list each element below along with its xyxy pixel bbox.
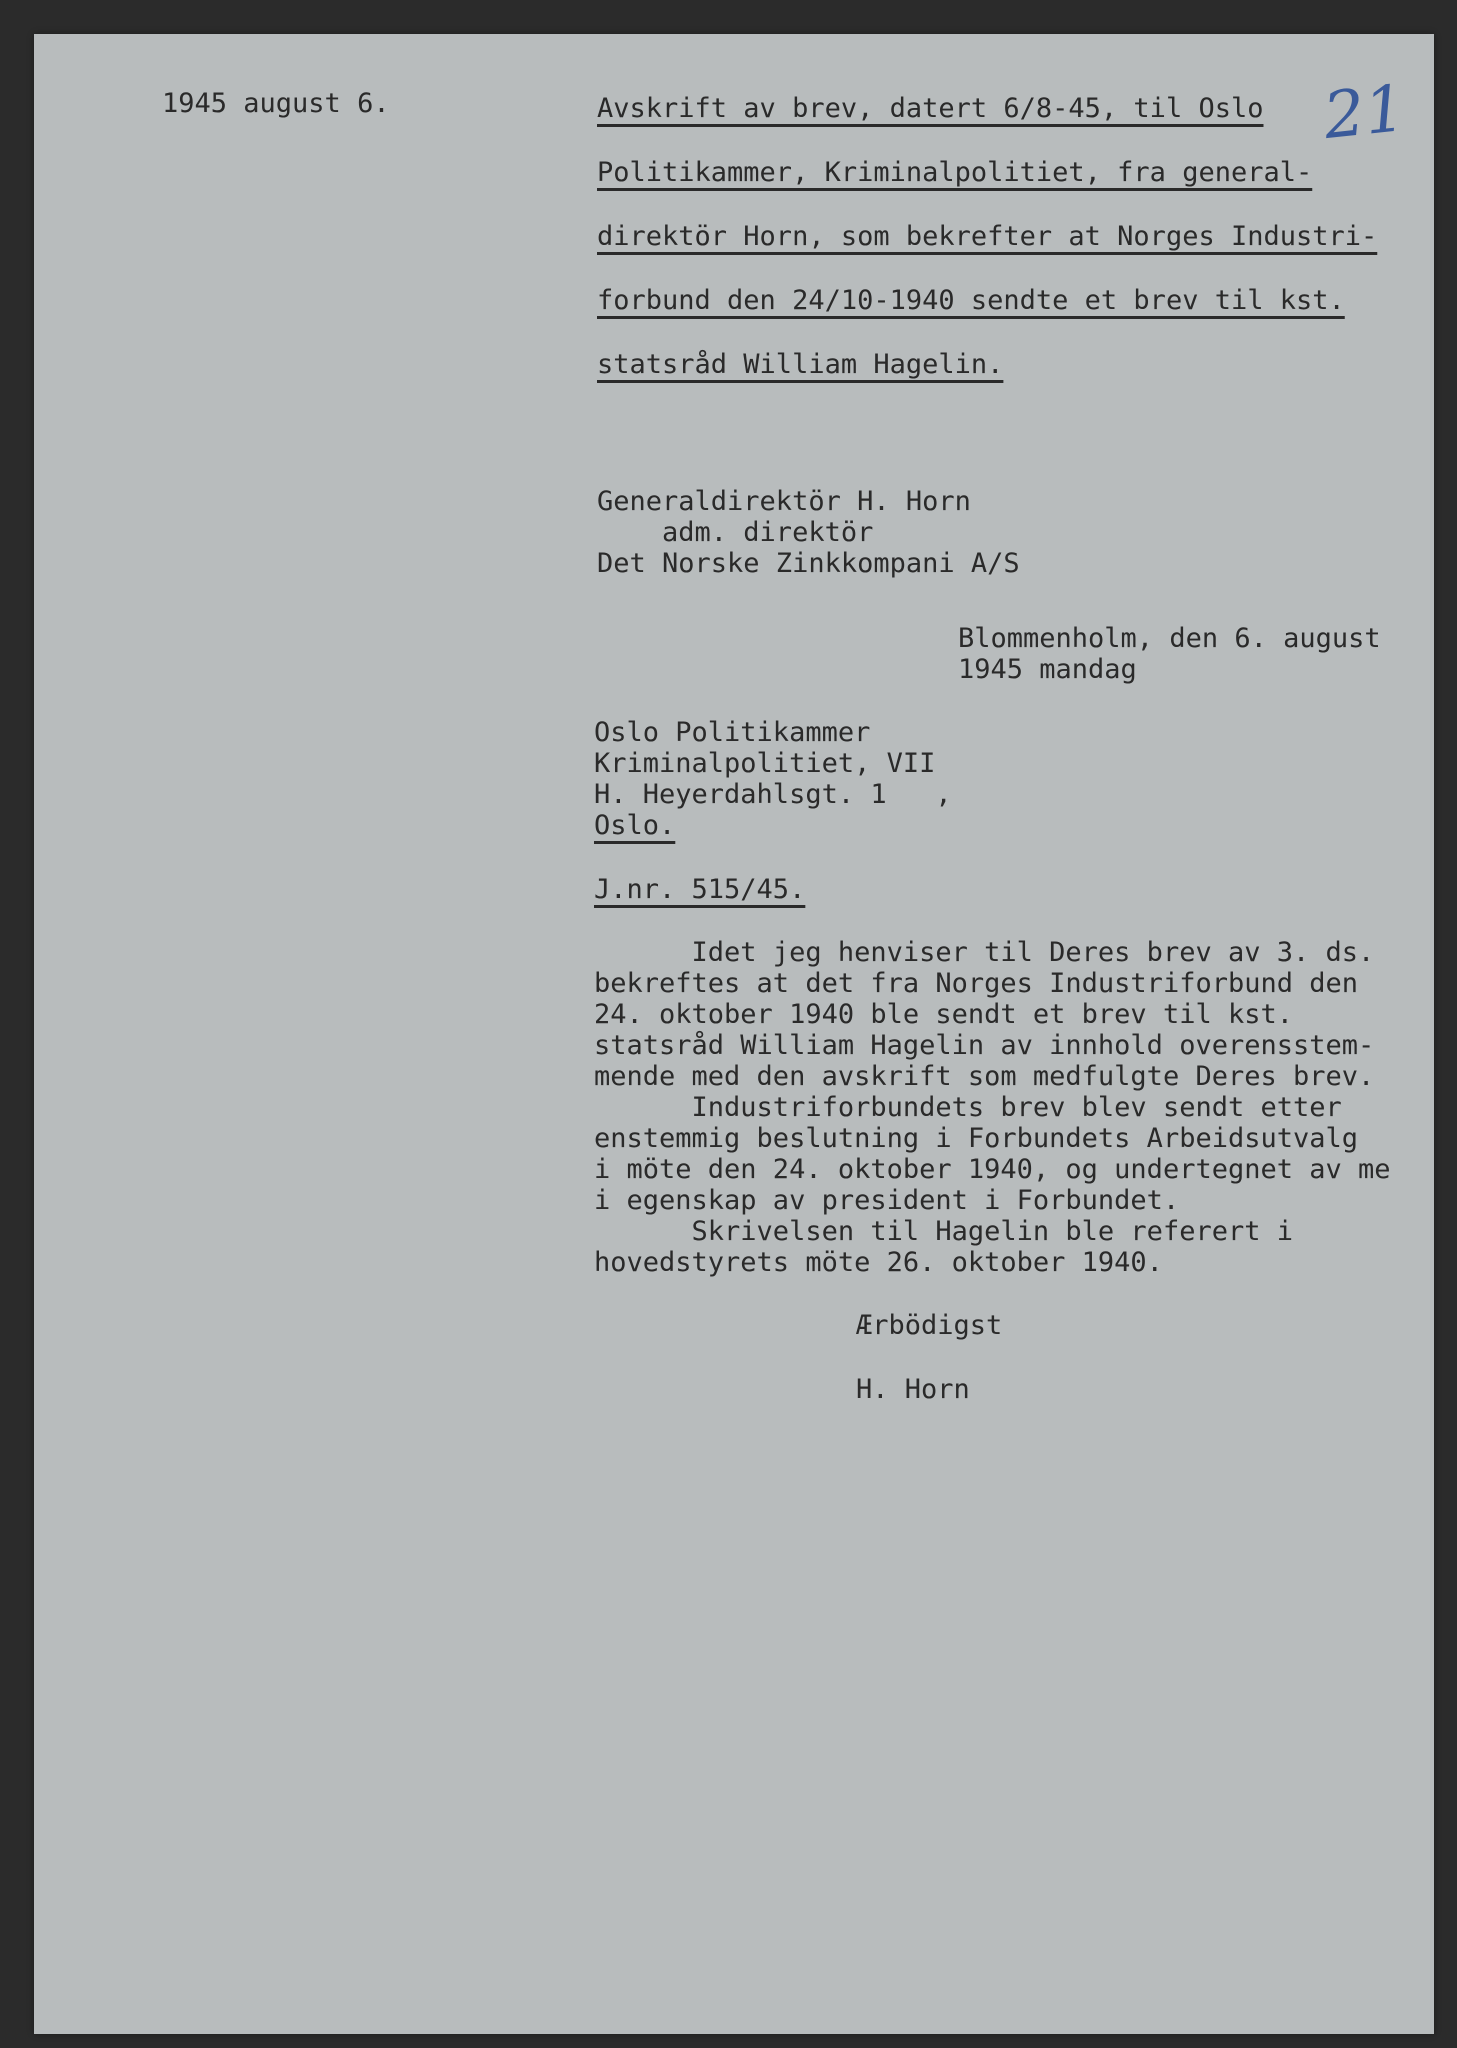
sender-line: adm. direktör bbox=[597, 517, 874, 548]
recipient-line: Kriminalpolitiet, VII bbox=[594, 748, 936, 779]
signature: H. Horn bbox=[856, 1374, 970, 1405]
heading-line: Avskrift av brev, datert 6/8-45, til Oslo bbox=[597, 93, 1264, 124]
body-line: hovedstyrets möte 26. oktober 1940. bbox=[594, 1247, 1163, 1278]
body-line: Idet jeg henviser til Deres brev av 3. ds. bbox=[594, 937, 1375, 968]
heading-line: forbund den 24/10-1940 sendte et brev til kst. bbox=[597, 285, 1345, 316]
body-line: bekreftes at det fra Norges Industriforbund den bbox=[594, 968, 1359, 999]
reference-number: J.nr. 515/45. bbox=[594, 874, 806, 905]
place-date-line: Blommenholm, den 6. august bbox=[958, 623, 1381, 654]
date-label: 1945 august 6. bbox=[162, 88, 390, 119]
body-line: 24. oktober 1940 ble sendt et brev til kst. bbox=[594, 999, 1293, 1030]
document-page bbox=[34, 34, 1434, 2034]
sender-line: Generaldirektör H. Horn bbox=[597, 486, 971, 517]
sender-line: Det Norske Zinkkompani A/S bbox=[597, 548, 1020, 579]
body-line: Industriforbundets brev blev sendt etter bbox=[594, 1092, 1342, 1123]
body-line: i möte den 24. oktober 1940, og undertegnet av me bbox=[594, 1154, 1391, 1185]
body-line: Skrivelsen til Hagelin ble referert i bbox=[594, 1216, 1293, 1247]
recipient-line: Oslo Politikammer bbox=[594, 717, 871, 748]
heading-line: statsråd William Hagelin. bbox=[597, 349, 1004, 380]
heading-line: direktör Horn, som bekrefter at Norges Industri- bbox=[597, 221, 1378, 252]
archive-number: 21 bbox=[1320, 71, 1410, 155]
closing: Ærbödigst bbox=[856, 1310, 1003, 1341]
heading-line: Politikammer, Kriminalpolitiet, fra general- bbox=[597, 157, 1313, 188]
recipient-line: Oslo. bbox=[594, 810, 676, 841]
body-line: statsråd William Hagelin av innhold overensstem- bbox=[594, 1030, 1375, 1061]
body-line: enstemmig beslutning i Forbundets Arbeidsutvalg bbox=[594, 1123, 1359, 1154]
recipient-line: H. Heyerdahlsgt. 1 , bbox=[594, 779, 952, 810]
place-date-line: 1945 mandag bbox=[958, 654, 1137, 685]
body-line: i egenskap av president i Forbundet. bbox=[594, 1185, 1180, 1216]
body-line: mende med den avskrift som medfulgte Deres brev. bbox=[594, 1061, 1375, 1092]
